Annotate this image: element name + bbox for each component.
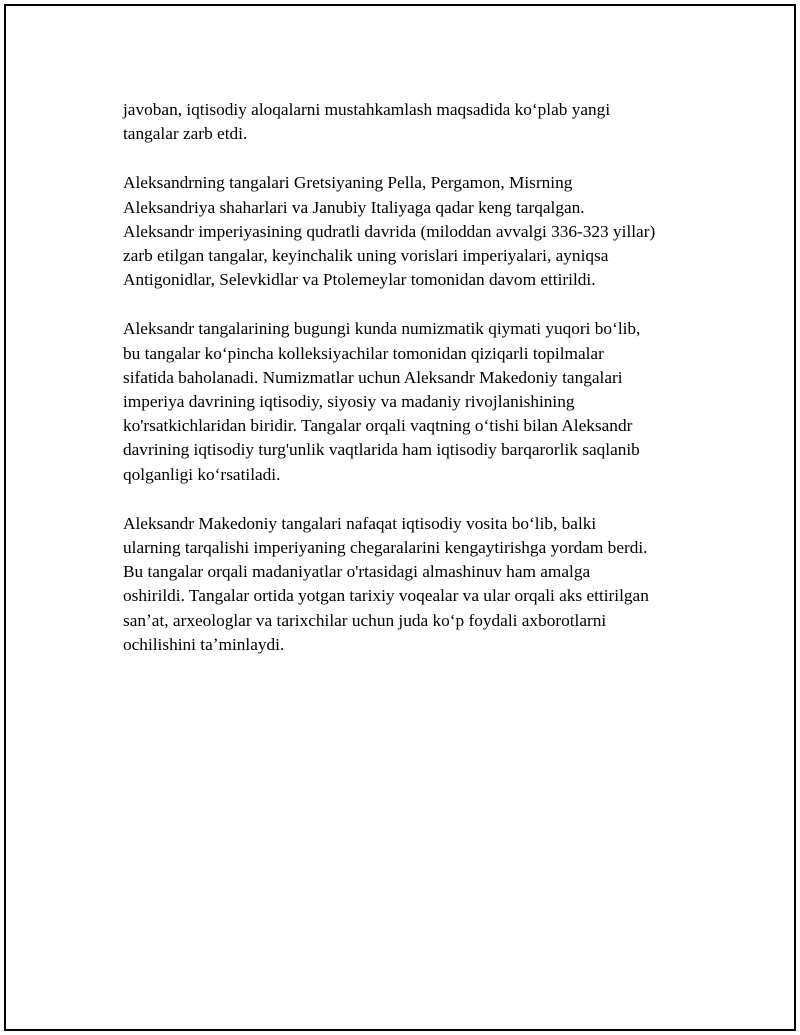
text-line: davrining iqtisodiy turg'unlik vaqtlarida ham iqtisodiy barqarorlik saqlanib — [123, 440, 640, 460]
paragraph-2 — [123, 171, 723, 292]
text-line: Aleksandriya shaharlari va Janubiy Italiyaga qadar keng tarqalgan. — [123, 197, 585, 217]
text-line: ko'rsatkichlaridan biridir. Tangalar orqali vaqtning oʻtishi bilan Aleksandr — [123, 416, 633, 436]
paragraph-4 — [123, 512, 723, 657]
text-line: Aleksandrning tangalari Gretsiyaning Pella, Pergamon, Misrning — [123, 173, 573, 193]
text-line: ularning tarqalishi imperiyaning chegaralarini kengaytirishga yordam berdi. — [123, 538, 648, 558]
text-line: zarb etilgan tangalar, keyinchalik uning vorislari imperiyalari, ayniqsa — [123, 246, 609, 266]
text-line: oshirildi. Tangalar ortida yotgan tarixiy voqealar va ular orqali aks ettirilgan — [123, 586, 649, 606]
document-body — [123, 98, 723, 682]
text-line: Aleksandr imperiyasining qudratli davrida (miloddan avvalgi 336-323 yillar) — [123, 221, 656, 241]
text-line: Aleksandr tangalarining bugungi kunda numizmatik qiymati yuqori boʻlib, — [123, 319, 641, 339]
text-line: Bu tangalar orqali madaniyatlar o'rtasidagi almashinuv ham amalga — [123, 562, 591, 582]
text-line: Antigonidlar, Selevkidlar va Ptolemeylar tomonidan davom ettirildi. — [123, 270, 596, 290]
text-line: javoban, iqtisodiy aloqalarni mustahkamlash maqsadida koʻplab yangi — [123, 100, 611, 119]
paragraph-1 — [123, 98, 723, 146]
text-line: sanʼat, arxeologlar va tarixchilar uchun juda koʻp foydali axborotlarni — [123, 610, 607, 630]
page-frame — [4, 4, 796, 1031]
paragraph-3 — [123, 317, 723, 486]
text-line: imperiya davrining iqtisodiy, siyosiy va madaniy rivojlanishining — [123, 392, 575, 412]
text-line: Aleksandr Makedoniy tangalari nafaqat iqtisodiy vosita boʻlib, balki — [123, 513, 597, 533]
text-line: qolganligi koʻrsatiladi. — [123, 464, 281, 484]
text-line: ochilishini taʼminlaydi. — [123, 634, 285, 654]
text-line: tangalar zarb etdi. — [123, 124, 248, 144]
text-line: bu tangalar koʻpincha kolleksiyachilar tomonidan qiziqarli topilmalar — [123, 343, 604, 363]
text-line: sifatida baholanadi. Numizmatlar uchun Aleksandr Makedoniy tangalari — [123, 367, 623, 387]
